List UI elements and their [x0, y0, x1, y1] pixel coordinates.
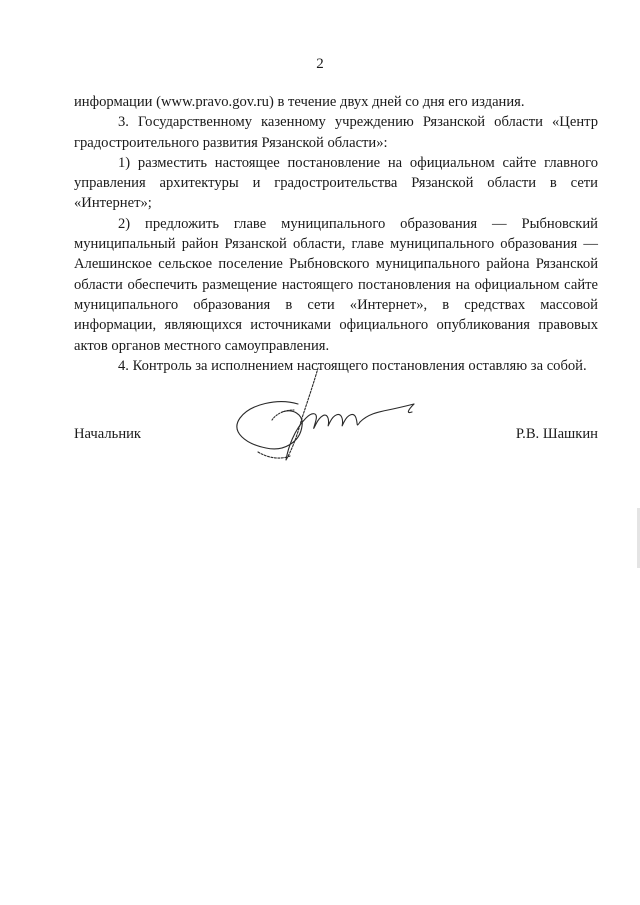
signatory-title: Начальник	[74, 426, 142, 442]
paragraph-item-4: 4. Контроль за исполнением настоящего постановления оставляю за собой.	[118, 357, 587, 374]
paragraph-item-3: 3. Государственному казенному учреждению Рязанской области «Центр градостроительного развития Рязанской области»:	[74, 114, 598, 151]
paragraph-subitem-1: 1) разместить настоящее постановление на официальном сайте главного управления архитектуры и градостроительства Рязанской области в сети «Интернет»;	[74, 154, 598, 212]
handwritten-signature-icon	[228, 360, 428, 480]
signatory-name: Р.В. Шашкин	[515, 426, 598, 442]
paragraph-subitem-2: 2) предложить главе муниципального образования — Рыбновский муниципальный район Рязанской области, главе муниципального образования — Алешинское сельское поселение Рыбновского муниципального района Рязанской области обеспечить размещение настоящего постановления на официальном сайте муниципального образования в сети «Интернет», в средствах массовой информации, являющихся источниками официального опубликования правовых актов органов местного самоуправления.	[74, 215, 598, 354]
page-number: 2	[316, 56, 324, 72]
paragraph-continuation: информации (www.pravo.gov.ru) в течение двух дней со дня его издания.	[74, 94, 525, 110]
document-body	[74, 92, 598, 376]
